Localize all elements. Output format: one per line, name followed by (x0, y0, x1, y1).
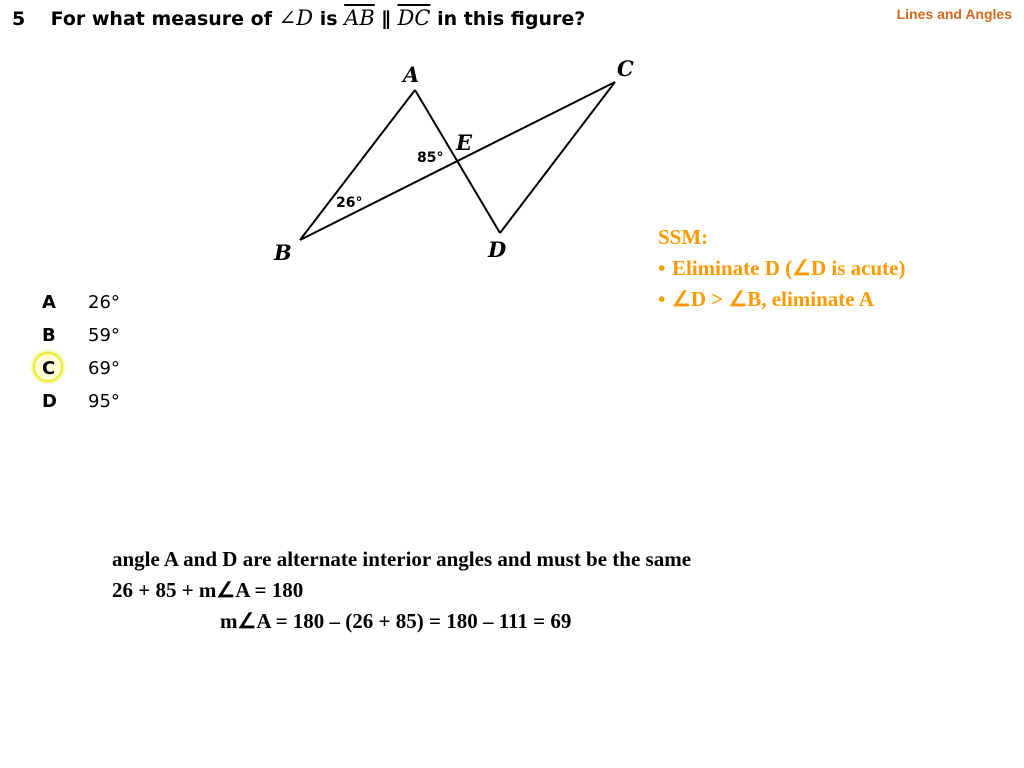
segment-ab: $\overline{AB}$ (344, 6, 375, 30)
segment-a-b (300, 90, 415, 240)
ssm-bullet-1: • Eliminate D (∠D is acute) (658, 256, 906, 280)
choice-letter: A (42, 292, 56, 313)
angle-b-label: 26° (336, 195, 363, 211)
point-d-label: D (488, 237, 507, 262)
ssm-notes (658, 222, 905, 315)
choice-letter: C (42, 358, 88, 379)
geometry-figure (260, 50, 660, 280)
solution-text (112, 544, 691, 637)
angle-e-label: 85° (417, 150, 444, 166)
solution-line-3: m∠A = 180 – (26 + 85) = 180 – 111 = 69 (220, 609, 572, 633)
choice-value: 69° (88, 358, 120, 379)
ssm-bullet-2: • ∠D > ∠B, eliminate A (658, 287, 874, 311)
point-c-label: C (617, 56, 634, 81)
choice-value: 95° (88, 391, 120, 412)
point-a-label: A (403, 62, 420, 87)
answer-choices (42, 292, 120, 424)
choice-c[interactable] (42, 358, 120, 391)
question-text-before: For what measure of (50, 8, 273, 30)
choice-letter: D (42, 391, 57, 412)
question-text-after: in this figure? (437, 8, 586, 30)
choice-value: 26° (88, 292, 120, 313)
angle-symbol: ∠ (278, 6, 297, 30)
topic-label: Lines and Angles (896, 6, 1012, 22)
is-word: is (319, 8, 338, 30)
choice-letter: B (42, 325, 56, 346)
choice-a[interactable] (42, 292, 120, 325)
parallel-symbol: ∥ (381, 8, 391, 30)
choice-value: 59° (88, 325, 120, 346)
solution-line-2: 26 + 85 + m∠A = 180 (112, 578, 304, 602)
question-number: 5 (12, 8, 26, 30)
solution-line-1: angle A and D are alternate interior angles and must be the same (112, 547, 692, 571)
point-e-label: E (456, 130, 473, 155)
segment-c-d (500, 82, 615, 233)
question-text (12, 4, 585, 33)
segment-dc: $\overline{DC}$ (397, 6, 431, 30)
choice-d[interactable] (42, 391, 120, 424)
point-b-label: B (274, 240, 292, 265)
ssm-title: SSM: (658, 225, 709, 249)
angle-name: D (296, 6, 314, 30)
